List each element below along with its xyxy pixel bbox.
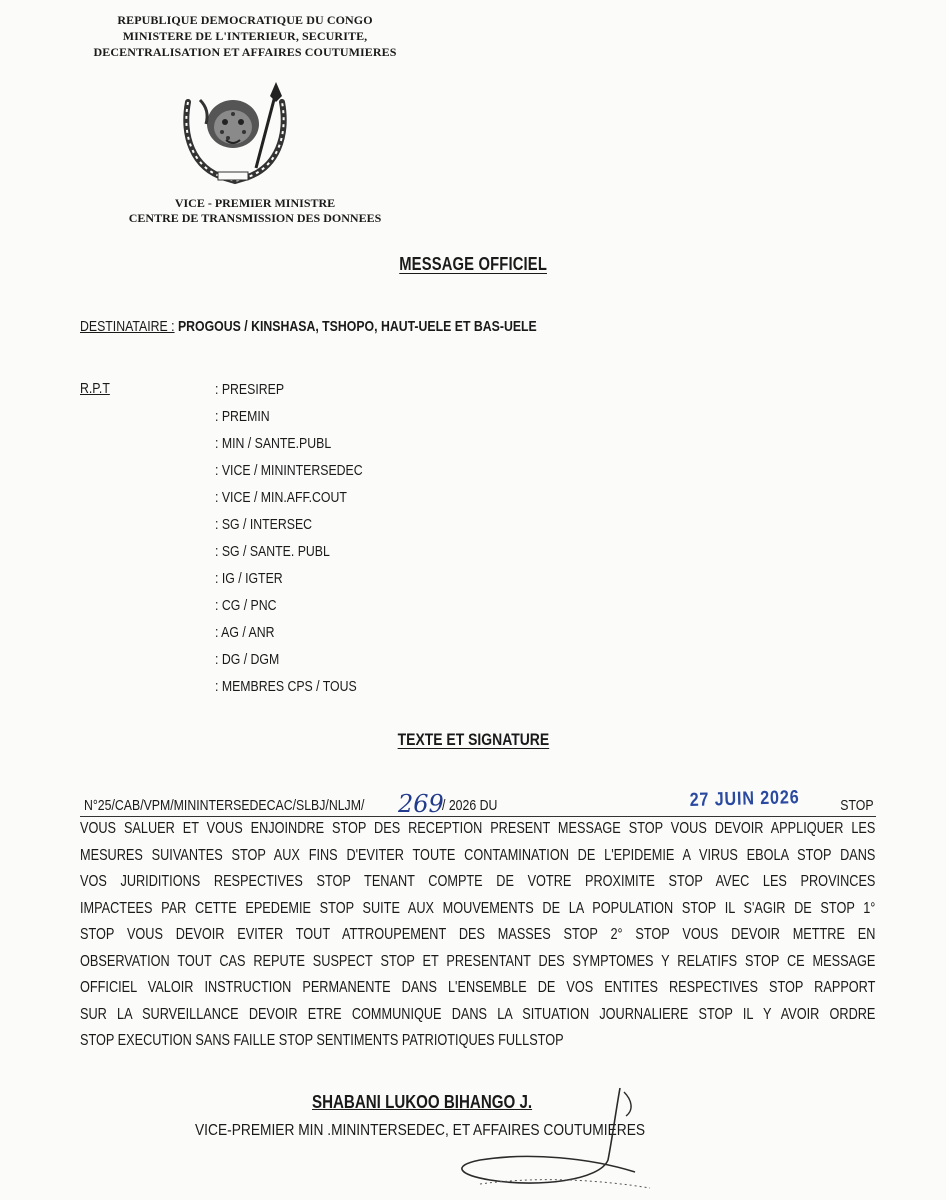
destinataire-label: DESTINATAIRE :: [80, 318, 175, 335]
centre-transmission-label: CENTRE DE TRANSMISSION DES DONNEES: [128, 211, 382, 225]
sub-letterhead: [100, 196, 410, 226]
body-line: IMPACTEES PAR CETTE EPEDEMIE STOP SUITE AUX MOUVEMENTS DE LA POPULATION STOP IL S'AGIR DE STOP 1°: [80, 899, 876, 917]
rpt-item: : VICE / MININTERSEDEC: [215, 462, 363, 479]
body-line: VOUS SALUER ET VOUS ENJOINDRE STOP DES RECEPTION PRESENT MESSAGE STOP VOUS DEVOIR APPLIQUER LES: [80, 820, 876, 837]
rpt-item: : PREMIN: [215, 408, 270, 425]
reference-handwritten-number: 269: [398, 790, 444, 818]
body-line: MESURES SUIVANTES STOP AUX FINS D'EVITER TOUTE CONTAMINATION DE L'EPIDEMIE A VIRUS EBOLA STOP DANS: [80, 846, 876, 864]
date-stamp: 27 JUIN 2026: [689, 787, 800, 812]
rpt-item: : VICE / MIN.AFF.COUT: [215, 489, 347, 506]
body-line: STOP VOUS DEVOIR EVITER TOUT ATTROUPEMENT DES MASSES STOP 2° STOP VOUS DEVOIR METTRE EN: [80, 926, 876, 943]
body-line: VOS JURIDITIONS RESPECTIVES STOP TENANT COMPTE DE VOTRE PROXIMITE STOP AVEC LES PROVINCES: [80, 873, 876, 890]
letterhead-ministry-cont: DECENTRALISATION ET AFFAIRES COUTUMIERES: [93, 45, 397, 59]
letterhead-country: REPUBLIQUE DEMOCRATIQUE DU CONGO: [117, 13, 373, 27]
section-title-texte-signature: TEXTE ET SIGNATURE: [397, 730, 549, 749]
reference-line: [80, 787, 876, 818]
letterhead: [80, 12, 410, 60]
rpt-item: : CG / PNC: [215, 597, 277, 614]
reference-prefix: N°25/CAB/VPM/MININTERSEDECAC/SLBJ/NLJM/: [84, 797, 365, 814]
body-line: OBSERVATION TOUT CAS REPUTE SUSPECT STOP ET PRESENTANT DES SYMPTOMES Y RELATIFS STOP CE MESSAGE: [80, 952, 876, 970]
coat-of-arms-emblem: [170, 80, 300, 190]
rpt-item: : PRESIREP: [215, 381, 285, 398]
rpt-label: R.P.T: [80, 380, 110, 397]
rpt-item: : SG / SANTE. PUBL: [215, 543, 330, 560]
document-title: MESSAGE OFFICIEL: [399, 254, 547, 274]
rpt-list: [215, 380, 395, 704]
letterhead-ministry: MINISTERE DE L'INTERIEUR, SECURITE,: [122, 29, 368, 43]
message-body: [80, 818, 875, 1057]
rpt-item: : DG / DGM: [215, 651, 280, 668]
body-line: OFFICIEL VALOIR INSTRUCTION PERMANENTE DANS L'ENSEMBLE DE VOS ENTITES RESPECTIVES STOP RAPPORT: [80, 979, 876, 996]
signatory-name: SHABANI LUKOO BIHANGO J.: [312, 1092, 533, 1112]
rpt-item: : IG / IGTER: [215, 570, 283, 587]
reference-suffix: / 2026 DU: [442, 797, 498, 814]
vice-premier-ministre-label: VICE - PREMIER MINISTRE: [174, 196, 336, 210]
body-line: STOP EXECUTION SANS FAILLE STOP SENTIMENTS PATRIOTIQUES FULLSTOP: [80, 1032, 564, 1049]
rpt-item: : MIN / SANTE.PUBL: [215, 435, 332, 452]
destinataire-value: PROGOUS / KINSHASA, TSHOPO, HAUT-UELE ET BAS-UELE: [177, 318, 537, 335]
destinataire-line: [80, 318, 537, 335]
rpt-item: : AG / ANR: [215, 624, 275, 641]
rpt-item: : SG / INTERSEC: [215, 516, 313, 533]
rpt-item: : MEMBRES CPS / TOUS: [215, 678, 357, 695]
body-line: SUR LA SURVEILLANCE DEVOIR ETRE COMMUNIQUE DANS LA SITUATION JOURNALIERE STOP IL Y AVOIR ORDRE: [80, 1005, 876, 1023]
reference-stop: STOP: [840, 797, 874, 814]
signatory-title: VICE-PREMIER MIN .MININTERSEDEC, ET AFFAIRES COUTUMIERES: [195, 1122, 646, 1139]
